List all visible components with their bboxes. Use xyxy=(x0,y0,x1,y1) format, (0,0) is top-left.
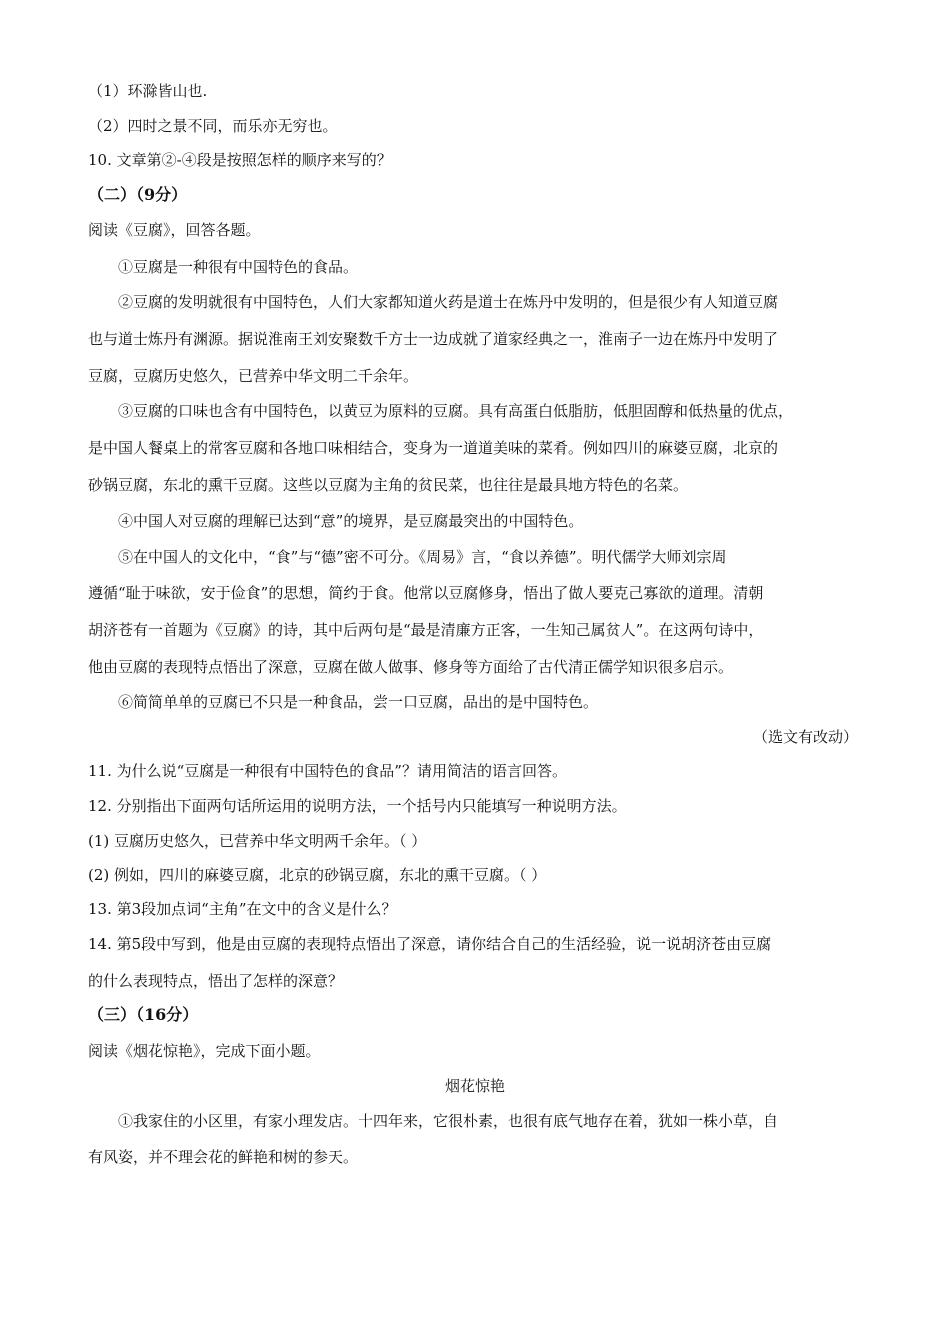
question-11: 11. 为什么说“豆腐是一种很有中国特色的食品”？请用简洁的语言回答。 xyxy=(88,762,567,780)
passage-line: 他由豆腐的表现特点悟出了深意，豆腐在做人做事、修身等方面给了古代清正儒学知识很多启示。 xyxy=(88,658,734,676)
sub-question-2: （2）四时之景不同，而乐亦无穷也。 xyxy=(88,117,338,135)
passage-title: 烟花惊艳 xyxy=(444,1077,505,1095)
question-14-cont: 的什么表现特点，悟出了怎样的深意？ xyxy=(88,972,344,990)
question-12-1: (1) 豆腐历史悠久，已营养中华文明两千余年。（ ） xyxy=(88,832,427,850)
passage-line: 也与道士炼丹有渊源。据说淮南王刘安聚数千方士一边成就了道家经典之一，淮南子一边在炼丹中发明了 xyxy=(88,330,779,348)
section-3-intro: 阅读《烟花惊艳》，完成下面小题。 xyxy=(88,1042,321,1060)
section-3-heading: （三）（16分） xyxy=(88,1005,199,1024)
sub-question-1: （1）环滁皆山也. xyxy=(88,82,208,100)
passage-line: ②豆腐的发明就很有中国特色，人们大家都知道火药是道士在炼丹中发明的，但是很少有人知道豆腐 xyxy=(118,293,779,311)
question-12: 12. 分别指出下面两句话所运用的说明方法，一个括号内只能填写一种说明方法。 xyxy=(88,797,627,815)
section-2-heading: （二）（9分） xyxy=(88,185,188,204)
passage-line: 砂锅豆腐，东北的熏干豆腐。这些以豆腐为主角的贫民菜，也往往是最具地方特色的名菜。 xyxy=(88,476,689,494)
passage-line: ⑥简简单单的豆腐已不只是一种食品，尝一口豆腐，品出的是中国特色。 xyxy=(118,693,599,711)
passage-line: 胡济苍有一首题为《豆腐》的诗，其中后两句是“最是清廉方正客，一生知己属贫人”。在这两句诗中， xyxy=(88,621,764,639)
passage-line: ①豆腐是一种很有中国特色的食品。 xyxy=(118,258,359,276)
passage-line: ④中国人对豆腐的理解已达到“意”的境界，是豆腐最突出的中国特色。 xyxy=(118,512,584,530)
passage-line: ⑤在中国人的文化中，“食”与“德”密不可分。《周易》言，“食以养德”。明代儒学大师刘宗周 xyxy=(118,548,727,566)
source-note: （选文有改动） xyxy=(752,728,858,746)
question-12-2: (2) 例如，四川的麻婆豆腐，北京的砂锅豆腐，东北的熏干豆腐。（ ） xyxy=(88,866,547,884)
section-2-intro: 阅读《豆腐》，回答各题。 xyxy=(88,221,261,239)
question-14: 14. 第5段中写到，他是由豆腐的表现特点悟出了深意，请你结合自己的生活经验，说一说胡济苍由豆腐 xyxy=(88,935,772,953)
question-10: 10. 文章第②-④段是按照怎样的顺序来写的？ xyxy=(88,151,392,169)
passage-line: 有风姿，并不理会花的鲜艳和树的参天。 xyxy=(88,1148,359,1166)
passage-line: 是中国人餐桌上的常客豆腐和各地口味相结合，变身为一道道美味的菜肴。例如四川的麻婆豆腐，北京的 xyxy=(88,439,779,457)
passage-line: ③豆腐的口味也含有中国特色，以黄豆为原料的豆腐。具有高蛋白低脂肪，低胆固醇和低热量的优点， xyxy=(118,402,794,420)
passage-line: ①我家住的小区里，有家小理发店。十四年来，它很朴素，也很有底气地存在着，犹如一株小草，自 xyxy=(118,1112,779,1130)
passage-line: 遵循“耻于味欲，安于俭食”的思想，简约于食。他常以豆腐修身，悟出了做人要克己寡欲的道理。清朝 xyxy=(88,584,764,602)
question-13: 13. 第3段加点词“主角”在文中的含义是什么？ xyxy=(88,900,397,918)
passage-line: 豆腐，豆腐历史悠久，已营养中华文明二千余年。 xyxy=(88,367,419,385)
